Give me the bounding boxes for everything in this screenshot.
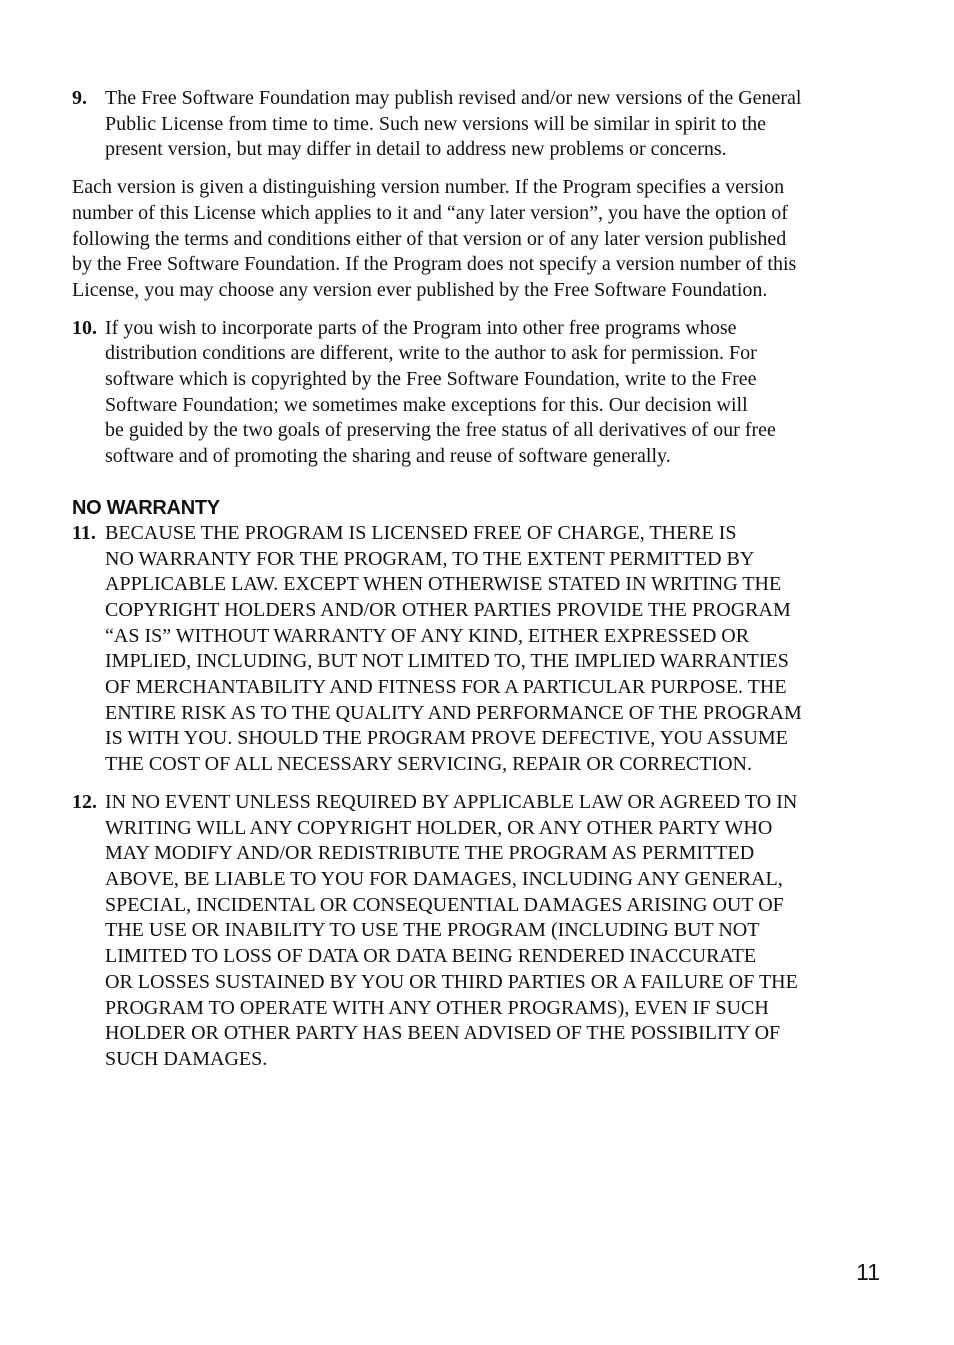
license-page-body — [72, 86, 884, 1073]
clause-11 — [72, 521, 884, 778]
clause-12 — [72, 790, 884, 1073]
page-number: 11 — [856, 1259, 880, 1285]
clause-number: 9. — [72, 87, 87, 109]
clause-text: If you wish to incorporate parts of the Program into other free programs whose distribution conditions are different, write to the author to ask for permission. For software which is copyrighted by the Free Software Foundation, write to the Free Software Foundation; we sometimes make exceptions for this. Our decision will be guided by the two goals of preserving the free status of all derivatives of our free software and of promoting the sharing and reuse of software generally. — [105, 316, 776, 468]
clause-number: 10. — [72, 316, 97, 339]
clause-text: The Free Software Foundation may publish revised and/or new versions of the General Public License from time to time. Such new versions will be similar in spirit to the present version, but may differ in detail to address new problems or concerns. — [105, 87, 802, 161]
clause-number: 11. — [72, 521, 96, 544]
clause-number: 12. — [72, 790, 97, 813]
clause-text: BECAUSE THE PROGRAM IS LICENSED FREE OF CHARGE, THERE IS NO WARRANTY FOR THE PROGRAM, TO THE EXTENT PERMITTED BY APPLICABLE LAW. EXCEPT WHEN OTHERWISE STATED IN WRITING THE COPYRIGHT HOLDERS AND/OR OTHER PARTIES PROVIDE THE PROGRAM “AS IS” WITHOUT WARRANTY OF ANY KIND, EITHER EXPRESSED OR IMPLIED, INCLUDING, BUT NOT LIMITED TO, THE IMPLIED WARRANTIES OF MERCHANTABILITY AND FITNESS FOR A PARTICULAR PURPOSE. THE ENTIRE RISK AS TO THE QUALITY AND PERFORMANCE OF THE PROGRAM IS WITH YOU. SHOULD THE PROGRAM PROVE DEFECTIVE, YOU ASSUME THE COST OF ALL NECESSARY SERVICING, REPAIR OR CORRECTION. — [105, 521, 802, 776]
clause-text: IN NO EVENT UNLESS REQUIRED BY APPLICABLE LAW OR AGREED TO IN WRITING WILL ANY COPYRIGHT HOLDER, OR ANY OTHER PARTY WHO MAY MODIFY AND/OR REDISTRIBUTE THE PROGRAM AS PERMITTED ABOVE, BE LIABLE TO YOU FOR DAMAGES, INCLUDING ANY GENERAL, SPECIAL, INCIDENTAL OR CONSEQUENTIAL DAMAGES ARISING OUT OF THE USE OR INABILITY TO USE THE PROGRAM (INCLUDING BUT NOT LIMITED TO LOSS OF DATA OR DATA BEING RENDERED INACCURATE OR LOSSES SUSTAINED BY YOU OR THIRD PARTIES OR A FAILURE OF THE PROGRAM TO OPERATE WITH ANY OTHER PROGRAMS), EVEN IF SUCH HOLDER OR OTHER PARTY HAS BEEN ADVISED OF THE POSSIBILITY OF SUCH DAMAGES. — [105, 790, 798, 1070]
clause-10 — [72, 316, 884, 470]
clause-9 — [72, 86, 884, 163]
section-heading-no-warranty: NO WARRANTY — [72, 496, 220, 519]
version-paragraph: Each version is given a distinguishing version number. If the Program specifies a version number of this License which applies to it and “any later version”, you have the option of following the terms and conditions either of that version or of any later version published by the Free Software Foundation. If the Program does not specify a version number of this License, you may choose any version ever published by the Free Software Foundation. — [72, 176, 797, 301]
